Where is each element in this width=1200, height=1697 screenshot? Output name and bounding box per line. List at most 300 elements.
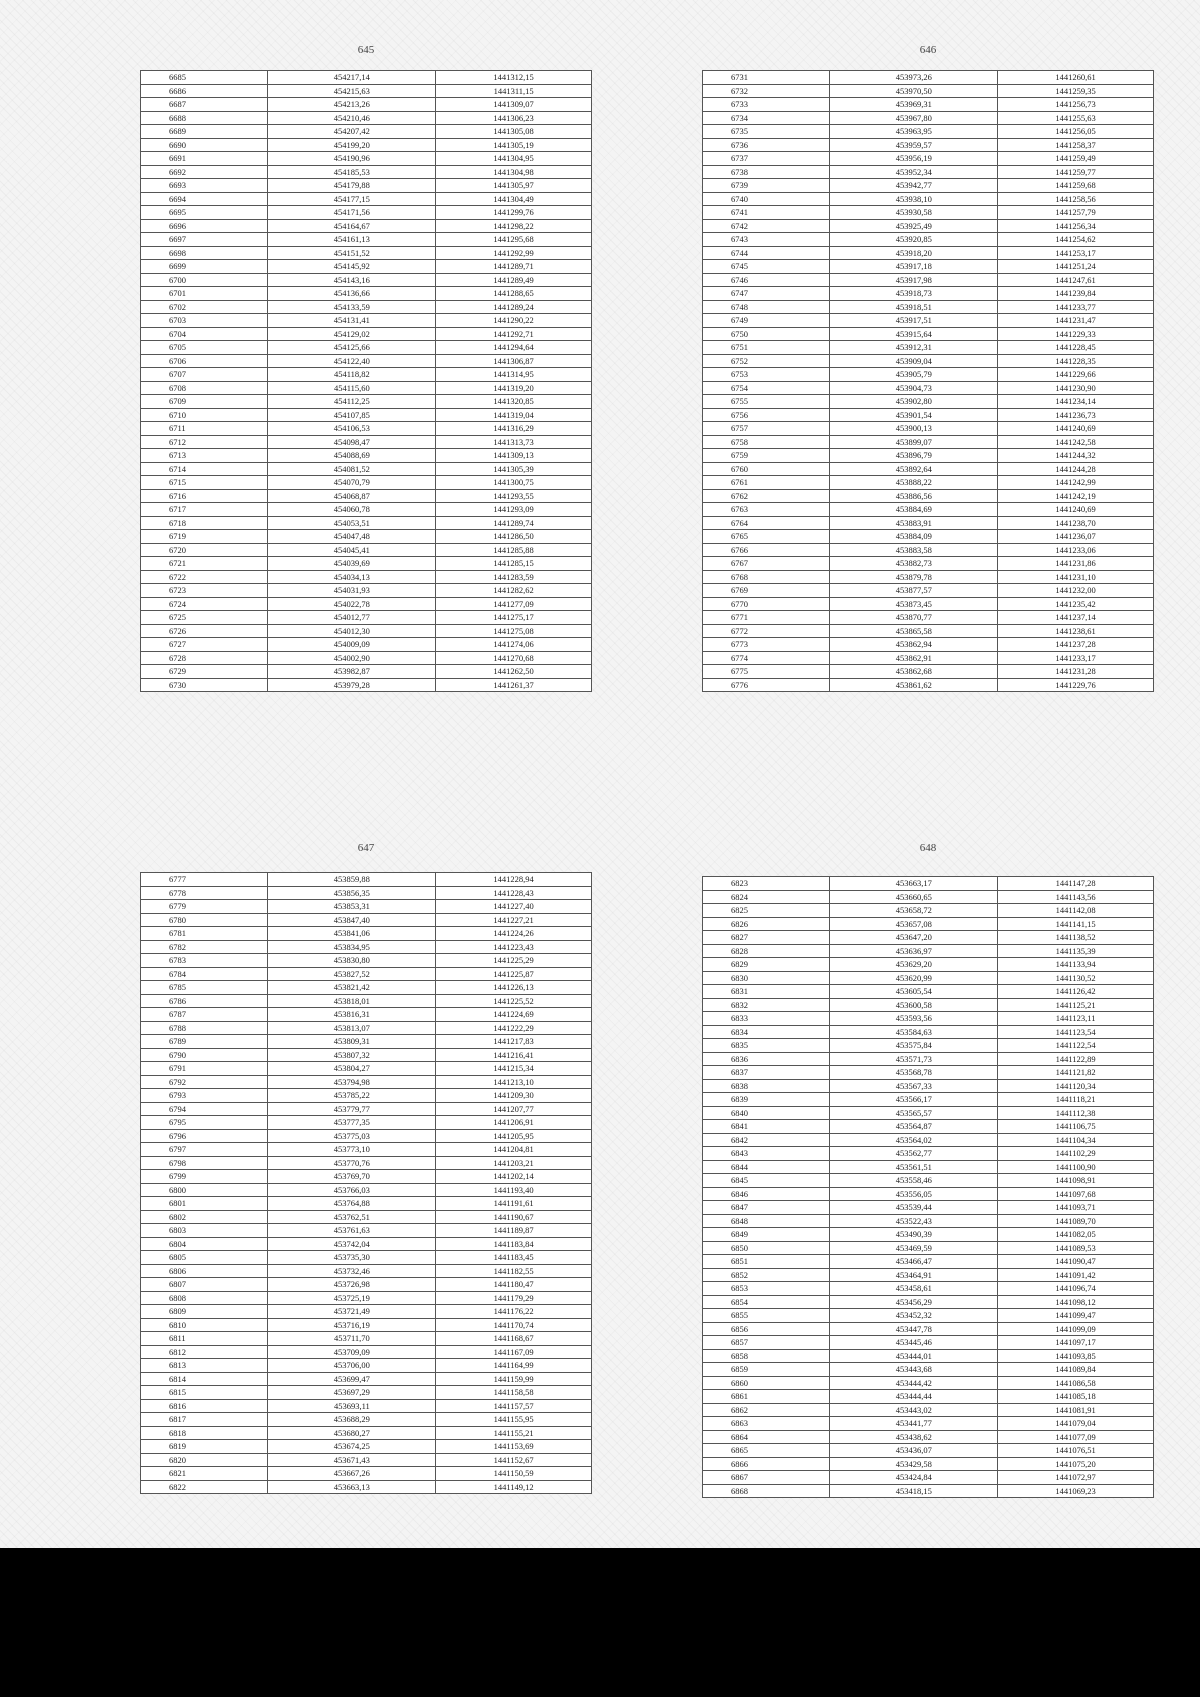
y-coordinate-cell: 1441207,77 [436,1102,592,1116]
table-row [141,503,592,517]
point-number-cell: 6848 [703,1214,830,1228]
y-coordinate-cell: 1441242,99 [998,476,1154,490]
table-row [141,1048,592,1062]
y-coordinate-cell: 1441251,24 [998,260,1154,274]
x-coordinate-cell: 453807,32 [268,1048,436,1062]
y-coordinate-cell: 1441305,39 [436,462,592,476]
table-row [703,998,1154,1012]
y-coordinate-cell: 1441306,87 [436,354,592,368]
point-number-cell: 6853 [703,1282,830,1296]
table-row [703,1268,1154,1282]
y-coordinate-cell: 1441239,84 [998,287,1154,301]
x-coordinate-cell: 454145,92 [268,260,436,274]
y-coordinate-cell: 1441090,47 [998,1255,1154,1269]
y-coordinate-cell: 1441253,17 [998,246,1154,260]
x-coordinate-cell: 453732,46 [268,1264,436,1278]
x-coordinate-cell: 453963,95 [830,125,998,139]
table-row [141,1251,592,1265]
y-coordinate-cell: 1441270,68 [436,651,592,665]
x-coordinate-cell: 453568,78 [830,1066,998,1080]
table-row [703,1363,1154,1377]
x-coordinate-cell: 453888,22 [830,476,998,490]
x-coordinate-cell: 453959,57 [830,138,998,152]
table-row [703,917,1154,931]
y-coordinate-cell: 1441288,65 [436,287,592,301]
point-number-cell: 6827 [703,931,830,945]
table-row [703,877,1154,891]
y-coordinate-cell: 1441259,35 [998,84,1154,98]
point-number-cell: 6822 [141,1480,268,1494]
x-coordinate-cell: 453769,70 [268,1170,436,1184]
page-section-646 [702,44,1154,690]
x-coordinate-cell: 454088,69 [268,449,436,463]
table-row [141,940,592,954]
coordinate-table [140,872,592,1494]
y-coordinate-cell: 1441099,47 [998,1309,1154,1323]
y-coordinate-cell: 1441224,26 [436,927,592,941]
point-number-cell: 6761 [703,476,830,490]
x-coordinate-cell: 453938,10 [830,192,998,206]
x-coordinate-cell: 453973,26 [830,71,998,85]
y-coordinate-cell: 1441290,22 [436,314,592,328]
y-coordinate-cell: 1441240,69 [998,503,1154,517]
y-coordinate-cell: 1441123,54 [998,1025,1154,1039]
x-coordinate-cell: 453777,35 [268,1116,436,1130]
x-coordinate-cell: 453956,19 [830,152,998,166]
y-coordinate-cell: 1441075,20 [998,1457,1154,1471]
table-row [141,435,592,449]
y-coordinate-cell: 1441231,10 [998,570,1154,584]
table-row [141,1183,592,1197]
y-coordinate-cell: 1441231,28 [998,665,1154,679]
y-coordinate-cell: 1441228,35 [998,354,1154,368]
table-row [141,111,592,125]
scan-black-border [0,1548,1200,1697]
point-number-cell: 6720 [141,543,268,557]
x-coordinate-cell: 453445,46 [830,1336,998,1350]
table-row [703,314,1154,328]
y-coordinate-cell: 1441275,17 [436,611,592,625]
table-row [141,1021,592,1035]
point-number-cell: 6828 [703,944,830,958]
table-row [141,1291,592,1305]
point-number-cell: 6789 [141,1035,268,1049]
y-coordinate-cell: 1441225,87 [436,967,592,981]
y-coordinate-cell: 1441292,71 [436,327,592,341]
table-row [703,944,1154,958]
x-coordinate-cell: 453452,32 [830,1309,998,1323]
table-row [141,287,592,301]
table-row [141,557,592,571]
y-coordinate-cell: 1441141,15 [998,917,1154,931]
x-coordinate-cell: 453566,17 [830,1093,998,1107]
point-number-cell: 6771 [703,611,830,625]
y-coordinate-cell: 1441236,07 [998,530,1154,544]
x-coordinate-cell: 454068,87 [268,489,436,503]
x-coordinate-cell: 453896,79 [830,449,998,463]
y-coordinate-cell: 1441158,58 [436,1386,592,1400]
page-number: 647 [357,842,375,854]
y-coordinate-cell: 1441122,89 [998,1052,1154,1066]
x-coordinate-cell: 453873,45 [830,597,998,611]
point-number-cell: 6838 [703,1079,830,1093]
x-coordinate-cell: 454136,66 [268,287,436,301]
y-coordinate-cell: 1441147,28 [998,877,1154,891]
x-coordinate-cell: 453441,77 [830,1417,998,1431]
table-row [703,1052,1154,1066]
y-coordinate-cell: 1441255,63 [998,111,1154,125]
table-row [703,904,1154,918]
x-coordinate-cell: 453918,73 [830,287,998,301]
point-number-cell: 6697 [141,233,268,247]
x-coordinate-cell: 453605,54 [830,985,998,999]
table-row [703,341,1154,355]
x-coordinate-cell: 453766,03 [268,1183,436,1197]
table-row [141,611,592,625]
x-coordinate-cell: 453813,07 [268,1021,436,1035]
page-section-645 [140,44,592,690]
y-coordinate-cell: 1441314,95 [436,368,592,382]
x-coordinate-cell: 453742,04 [268,1237,436,1251]
point-number-cell: 6751 [703,341,830,355]
y-coordinate-cell: 1441224,69 [436,1008,592,1022]
point-number-cell: 6768 [703,570,830,584]
x-coordinate-cell: 454171,56 [268,206,436,220]
x-coordinate-cell: 454125,66 [268,341,436,355]
x-coordinate-cell: 454118,82 [268,368,436,382]
point-number-cell: 6788 [141,1021,268,1035]
table-row [703,462,1154,476]
point-number-cell: 6753 [703,368,830,382]
y-coordinate-cell: 1441236,73 [998,408,1154,422]
point-number-cell: 6693 [141,179,268,193]
x-coordinate-cell: 454215,63 [268,84,436,98]
y-coordinate-cell: 1441256,05 [998,125,1154,139]
x-coordinate-cell: 453853,31 [268,900,436,914]
y-coordinate-cell: 1441304,95 [436,152,592,166]
point-number-cell: 6860 [703,1376,830,1390]
y-coordinate-cell: 1441098,12 [998,1295,1154,1309]
x-coordinate-cell: 453917,98 [830,273,998,287]
page-number: 645 [357,44,375,56]
point-number-cell: 6723 [141,584,268,598]
y-coordinate-cell: 1441232,00 [998,584,1154,598]
x-coordinate-cell: 453775,03 [268,1129,436,1143]
x-coordinate-cell: 453688,29 [268,1413,436,1427]
table-row [141,1426,592,1440]
point-number-cell: 6726 [141,624,268,638]
x-coordinate-cell: 453859,88 [268,873,436,887]
x-coordinate-cell: 454190,96 [268,152,436,166]
table-row [141,125,592,139]
y-coordinate-cell: 1441283,59 [436,570,592,584]
x-coordinate-cell: 453920,85 [830,233,998,247]
y-coordinate-cell: 1441275,08 [436,624,592,638]
x-coordinate-cell: 454217,14 [268,71,436,85]
table-row [141,954,592,968]
point-number-cell: 6792 [141,1075,268,1089]
x-coordinate-cell: 453556,05 [830,1187,998,1201]
y-coordinate-cell: 1441215,34 [436,1062,592,1076]
table-row [703,435,1154,449]
x-coordinate-cell: 454012,30 [268,624,436,638]
x-coordinate-cell: 453663,13 [268,1480,436,1494]
x-coordinate-cell: 453424,84 [830,1471,998,1485]
x-coordinate-cell: 453561,51 [830,1160,998,1174]
table-row [703,1430,1154,1444]
x-coordinate-cell: 453930,58 [830,206,998,220]
table-row [141,408,592,422]
table-row [703,1336,1154,1350]
y-coordinate-cell: 1441164,99 [436,1359,592,1373]
x-coordinate-cell: 454022,78 [268,597,436,611]
point-number-cell: 6862 [703,1403,830,1417]
x-coordinate-cell: 454081,52 [268,462,436,476]
y-coordinate-cell: 1441216,41 [436,1048,592,1062]
point-number-cell: 6696 [141,219,268,233]
point-number-cell: 6774 [703,651,830,665]
point-number-cell: 6790 [141,1048,268,1062]
x-coordinate-cell: 453979,28 [268,678,436,692]
x-coordinate-cell: 453680,27 [268,1426,436,1440]
y-coordinate-cell: 1441299,76 [436,206,592,220]
point-number-cell: 6745 [703,260,830,274]
table-row [141,152,592,166]
x-coordinate-cell: 453912,31 [830,341,998,355]
point-number-cell: 6770 [703,597,830,611]
point-number-cell: 6867 [703,1471,830,1485]
point-number-cell: 6729 [141,665,268,679]
y-coordinate-cell: 1441209,30 [436,1089,592,1103]
y-coordinate-cell: 1441089,84 [998,1363,1154,1377]
x-coordinate-cell: 453884,69 [830,503,998,517]
x-coordinate-cell: 453565,57 [830,1106,998,1120]
table-row [141,1075,592,1089]
point-number-cell: 6742 [703,219,830,233]
y-coordinate-cell: 1441293,55 [436,489,592,503]
point-number-cell: 6752 [703,354,830,368]
y-coordinate-cell: 1441230,90 [998,381,1154,395]
y-coordinate-cell: 1441086,58 [998,1376,1154,1390]
point-number-cell: 6724 [141,597,268,611]
y-coordinate-cell: 1441316,29 [436,422,592,436]
table-row [141,1399,592,1413]
y-coordinate-cell: 1441069,23 [998,1484,1154,1498]
point-number-cell: 6854 [703,1295,830,1309]
y-coordinate-cell: 1441259,77 [998,165,1154,179]
point-number-cell: 6710 [141,408,268,422]
table-row [141,886,592,900]
point-number-cell: 6821 [141,1467,268,1481]
table-row [141,84,592,98]
x-coordinate-cell: 453657,08 [830,917,998,931]
x-coordinate-cell: 453567,33 [830,1079,998,1093]
point-number-cell: 6818 [141,1426,268,1440]
point-number-cell: 6773 [703,638,830,652]
point-number-cell: 6689 [141,125,268,139]
table-row [141,678,592,692]
y-coordinate-cell: 1441168,67 [436,1332,592,1346]
point-number-cell: 6864 [703,1430,830,1444]
table-row [141,1089,592,1103]
table-row [703,1147,1154,1161]
x-coordinate-cell: 453735,30 [268,1251,436,1265]
point-number-cell: 6708 [141,381,268,395]
table-row [141,1386,592,1400]
x-coordinate-cell: 453667,26 [268,1467,436,1481]
point-number-cell: 6807 [141,1278,268,1292]
table-row [703,1187,1154,1201]
point-number-cell: 6698 [141,246,268,260]
x-coordinate-cell: 453464,91 [830,1268,998,1282]
point-number-cell: 6750 [703,327,830,341]
point-number-cell: 6797 [141,1143,268,1157]
x-coordinate-cell: 453917,18 [830,260,998,274]
point-number-cell: 6825 [703,904,830,918]
x-coordinate-cell: 453770,76 [268,1156,436,1170]
y-coordinate-cell: 1441256,73 [998,98,1154,112]
point-number-cell: 6796 [141,1129,268,1143]
point-number-cell: 6836 [703,1052,830,1066]
y-coordinate-cell: 1441261,37 [436,678,592,692]
x-coordinate-cell: 454164,67 [268,219,436,233]
table-row [141,1102,592,1116]
y-coordinate-cell: 1441167,09 [436,1345,592,1359]
table-row [141,341,592,355]
x-coordinate-cell: 453884,09 [830,530,998,544]
table-row [703,1457,1154,1471]
table-row [703,1201,1154,1215]
x-coordinate-cell: 453883,91 [830,516,998,530]
point-number-cell: 6755 [703,395,830,409]
table-row [141,1224,592,1238]
y-coordinate-cell: 1441143,56 [998,890,1154,904]
x-coordinate-cell: 453952,34 [830,165,998,179]
point-number-cell: 6736 [703,138,830,152]
point-number-cell: 6686 [141,84,268,98]
table-row [141,327,592,341]
table-row [141,179,592,193]
point-number-cell: 6685 [141,71,268,85]
x-coordinate-cell: 453862,91 [830,651,998,665]
point-number-cell: 6735 [703,125,830,139]
table-row [141,927,592,941]
table-row [703,557,1154,571]
x-coordinate-cell: 453660,65 [830,890,998,904]
point-number-cell: 6857 [703,1336,830,1350]
y-coordinate-cell: 1441099,09 [998,1322,1154,1336]
y-coordinate-cell: 1441295,68 [436,233,592,247]
point-number-cell: 6801 [141,1197,268,1211]
y-coordinate-cell: 1441072,97 [998,1471,1154,1485]
x-coordinate-cell: 453469,59 [830,1241,998,1255]
y-coordinate-cell: 1441258,56 [998,192,1154,206]
point-number-cell: 6861 [703,1390,830,1404]
point-number-cell: 6793 [141,1089,268,1103]
x-coordinate-cell: 454031,93 [268,584,436,598]
table-row [141,1237,592,1251]
point-number-cell: 6747 [703,287,830,301]
table-row [703,179,1154,193]
x-coordinate-cell: 453709,09 [268,1345,436,1359]
x-coordinate-cell: 454112,25 [268,395,436,409]
x-coordinate-cell: 453804,27 [268,1062,436,1076]
page-section-647 [140,842,592,1492]
table-row [141,994,592,1008]
x-coordinate-cell: 453593,56 [830,1012,998,1026]
point-number-cell: 6855 [703,1309,830,1323]
point-number-cell: 6703 [141,314,268,328]
point-number-cell: 6741 [703,206,830,220]
table-row [141,624,592,638]
y-coordinate-cell: 1441229,33 [998,327,1154,341]
y-coordinate-cell: 1441085,18 [998,1390,1154,1404]
point-number-cell: 6863 [703,1417,830,1431]
point-number-cell: 6694 [141,192,268,206]
point-number-cell: 6811 [141,1332,268,1346]
point-number-cell: 6743 [703,233,830,247]
point-number-cell: 6812 [141,1345,268,1359]
point-number-cell: 6772 [703,624,830,638]
y-coordinate-cell: 1441133,94 [998,958,1154,972]
y-coordinate-cell: 1441082,05 [998,1228,1154,1242]
table-row [141,1129,592,1143]
y-coordinate-cell: 1441112,38 [998,1106,1154,1120]
y-coordinate-cell: 1441242,19 [998,489,1154,503]
y-coordinate-cell: 1441182,55 [436,1264,592,1278]
point-number-cell: 6783 [141,954,268,968]
y-coordinate-cell: 1441319,04 [436,408,592,422]
point-number-cell: 6849 [703,1228,830,1242]
table-row [703,1390,1154,1404]
table-row [141,570,592,584]
table-row [141,597,592,611]
point-number-cell: 6714 [141,462,268,476]
x-coordinate-cell: 453900,13 [830,422,998,436]
y-coordinate-cell: 1441155,21 [436,1426,592,1440]
y-coordinate-cell: 1441309,07 [436,98,592,112]
y-coordinate-cell: 1441189,87 [436,1224,592,1238]
x-coordinate-cell: 453490,39 [830,1228,998,1242]
table-row [703,1039,1154,1053]
point-number-cell: 6764 [703,516,830,530]
y-coordinate-cell: 1441102,29 [998,1147,1154,1161]
y-coordinate-cell: 1441152,67 [436,1453,592,1467]
table-row [141,1170,592,1184]
y-coordinate-cell: 1441180,47 [436,1278,592,1292]
coordinate-table [140,70,592,692]
point-number-cell: 6810 [141,1318,268,1332]
x-coordinate-cell: 454161,13 [268,233,436,247]
x-coordinate-cell: 453761,63 [268,1224,436,1238]
x-coordinate-cell: 453725,19 [268,1291,436,1305]
x-coordinate-cell: 454179,88 [268,179,436,193]
table-row [141,192,592,206]
table-row [703,98,1154,112]
y-coordinate-cell: 1441235,42 [998,597,1154,611]
table-row [703,971,1154,985]
point-number-cell: 6839 [703,1093,830,1107]
x-coordinate-cell: 453925,49 [830,219,998,233]
point-number-cell: 6830 [703,971,830,985]
x-coordinate-cell: 453942,77 [830,179,998,193]
x-coordinate-cell: 453918,51 [830,300,998,314]
y-coordinate-cell: 1441193,40 [436,1183,592,1197]
coordinate-table [702,70,1154,692]
y-coordinate-cell: 1441222,29 [436,1021,592,1035]
point-number-cell: 6858 [703,1349,830,1363]
point-number-cell: 6809 [141,1305,268,1319]
